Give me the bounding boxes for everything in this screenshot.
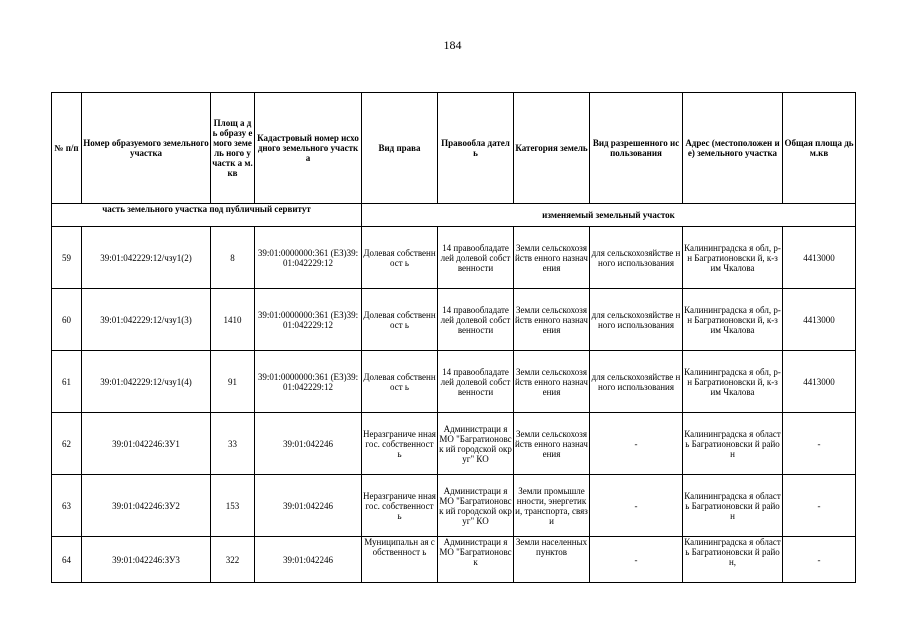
cell-area: 33 bbox=[211, 413, 255, 475]
cell-parcel: 39:01:042229:12/чзу1(3) bbox=[82, 289, 211, 351]
cell-area: 91 bbox=[211, 351, 255, 413]
cell-cadastral: 39:01:0000000:361 (ЕЗ)39:01:042229:12 bbox=[255, 289, 362, 351]
cell-num: 62 bbox=[52, 413, 82, 475]
cell-area: 153 bbox=[211, 475, 255, 537]
table-row bbox=[52, 227, 856, 289]
table-row bbox=[52, 289, 856, 351]
cell-parcel: 39:01:042229:12/чзу1(4) bbox=[82, 351, 211, 413]
cell-num: 59 bbox=[52, 227, 82, 289]
cell-address: Калининградска я область Багратионовски й район bbox=[683, 475, 783, 537]
section-right: изменяемый земельный участок bbox=[362, 204, 856, 227]
cell-parcel: 39:01:042246:ЗУ2 bbox=[82, 475, 211, 537]
table-row bbox=[52, 475, 856, 537]
cell-right: Неразграниче нная гос. собственност ь bbox=[362, 475, 438, 537]
cell-address: Калининградска я область Багратионовски й район, bbox=[683, 537, 783, 583]
cell-area: 1410 bbox=[211, 289, 255, 351]
cell-category: Земли сельскохозяйств енного назначения bbox=[514, 289, 590, 351]
cell-address: Калининградска я обл, р-н Багратионовски й, к-з им Чкалова bbox=[683, 351, 783, 413]
cell-use: для сельскохозяйстве нного использования bbox=[590, 227, 683, 289]
header-num: № п/п bbox=[52, 93, 82, 204]
cell-area: 8 bbox=[211, 227, 255, 289]
cell-right: Долевая собственност ь bbox=[362, 289, 438, 351]
header-cadastral: Кадастровый номер исходного земельного участка bbox=[255, 93, 362, 204]
table-row bbox=[52, 537, 856, 583]
cell-right: Неразграниче нная гос. собственност ь bbox=[362, 413, 438, 475]
table-row bbox=[52, 351, 856, 413]
header-use-type: Вид разрешенного использования bbox=[590, 93, 683, 204]
land-plots-table bbox=[51, 92, 856, 583]
cell-total: 4413000 bbox=[783, 351, 856, 413]
cell-area: 322 bbox=[211, 537, 255, 583]
header-address: Адрес (местоположен ие) земельного участка bbox=[683, 93, 783, 204]
cell-cadastral: 39:01:042246 bbox=[255, 413, 362, 475]
header-owner: Правообла датель bbox=[438, 93, 514, 204]
cell-parcel: 39:01:042246:ЗУ1 bbox=[82, 413, 211, 475]
cell-total: - bbox=[783, 475, 856, 537]
cell-use: - bbox=[590, 413, 683, 475]
cell-cadastral: 39:01:0000000:361 (ЕЗ)39:01:042229:12 bbox=[255, 227, 362, 289]
header-area: Площ а дь образу емого земель ного участк а м.кв bbox=[211, 93, 255, 204]
cell-address: Калининградска я обл, р-н Багратионовски й, к-з им Чкалова bbox=[683, 289, 783, 351]
cell-use: - bbox=[590, 537, 683, 583]
cell-total: - bbox=[783, 413, 856, 475]
section-row bbox=[52, 204, 856, 227]
page-number: 184 bbox=[443, 38, 462, 52]
cell-owner: Администраци я МО "Багратионовск ий городской округ" КО bbox=[438, 475, 514, 537]
cell-parcel: 39:01:042246:ЗУ3 bbox=[82, 537, 211, 583]
cell-num: 64 bbox=[52, 537, 82, 583]
cell-right: Муниципальн ая собственност ь bbox=[362, 537, 438, 583]
cell-num: 60 bbox=[52, 289, 82, 351]
cell-owner: Администраци я МО "Багратионовск ий городской округ" КО bbox=[438, 413, 514, 475]
header-row bbox=[52, 93, 856, 204]
cell-category: Земли промышле нности, энергетики, транспорта, связи bbox=[514, 475, 590, 537]
header-right-type: Вид права bbox=[362, 93, 438, 204]
cell-use: для сельскохозяйстве нного использования bbox=[590, 289, 683, 351]
cell-num: 63 bbox=[52, 475, 82, 537]
cell-owner: Администраци я МО "Багратионовск bbox=[438, 537, 514, 583]
header-parcel-number: Номер образуемого земельного участка bbox=[82, 93, 211, 204]
cell-right: Долевая собственност ь bbox=[362, 227, 438, 289]
cell-num: 61 bbox=[52, 351, 82, 413]
section-left: часть земельного участка под публичный сервитут bbox=[52, 204, 362, 227]
cell-total: - bbox=[783, 537, 856, 583]
header-total-area: Общая площа дь м.кв bbox=[783, 93, 856, 204]
cell-cadastral: 39:01:042246 bbox=[255, 475, 362, 537]
cell-category: Земли сельскохозяйств енного назначения bbox=[514, 351, 590, 413]
header-category: Категория земель bbox=[514, 93, 590, 204]
cell-address: Калининградска я область Багратионовски й район bbox=[683, 413, 783, 475]
cell-parcel: 39:01:042229:12/чзу1(2) bbox=[82, 227, 211, 289]
cell-total: 4413000 bbox=[783, 227, 856, 289]
cell-address: Калининградска я обл, р-н Багратионовски й, к-з им Чкалова bbox=[683, 227, 783, 289]
cell-total: 4413000 bbox=[783, 289, 856, 351]
cell-owner: 14 правообладате лей долевой собственности bbox=[438, 289, 514, 351]
cell-category: Земли сельскохозяйств енного назначения bbox=[514, 413, 590, 475]
table-row bbox=[52, 413, 856, 475]
cell-category: Земли сельскохозяйств енного назначения bbox=[514, 227, 590, 289]
cell-use: - bbox=[590, 475, 683, 537]
cell-owner: 14 правообладате лей долевой собственности bbox=[438, 351, 514, 413]
cell-right: Долевая собственност ь bbox=[362, 351, 438, 413]
cell-category: Земли населенных пунктов bbox=[514, 537, 590, 583]
cell-cadastral: 39:01:0000000:361 (ЕЗ)39:01:042229:12 bbox=[255, 351, 362, 413]
cell-cadastral: 39:01:042246 bbox=[255, 537, 362, 583]
cell-owner: 14 правообладате лей долевой собственности bbox=[438, 227, 514, 289]
cell-use: для сельскохозяйстве нного использования bbox=[590, 351, 683, 413]
